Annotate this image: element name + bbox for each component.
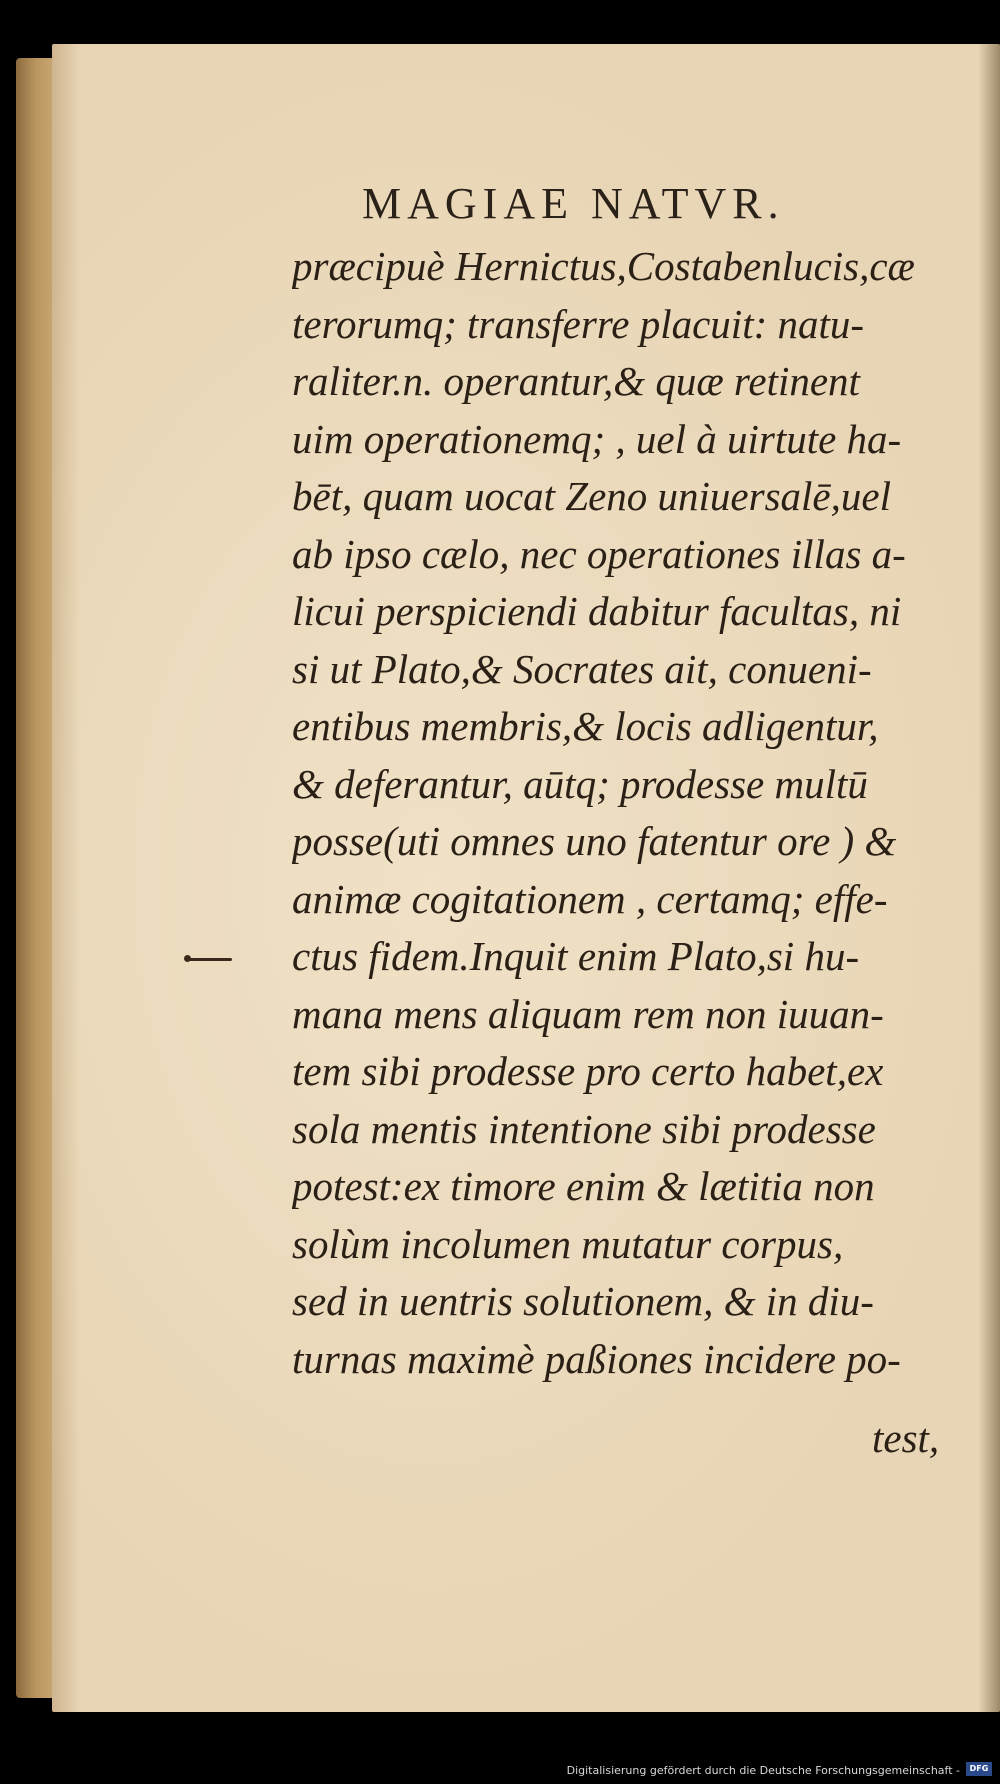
- digitization-credit: Digitalisierung gefördert durch die Deutsche Forschungsgemeinschaft -: [566, 1764, 960, 1777]
- text-block: [292, 238, 962, 1388]
- text-line: raliter.n. operantur,& quæ retinent: [292, 358, 860, 404]
- text-line: si ut Plato,& Socrates ait, conueni-: [292, 645, 872, 692]
- text-line: sola mentis intentione sibi prodesse: [292, 1105, 876, 1152]
- text-line: ctus fidem.Inquit enim Plato,si hu-: [292, 933, 860, 979]
- text-line: entibus membris,& locis adligentur,: [292, 703, 879, 749]
- text-line: potest:ex timore enim & lætitia non: [292, 1163, 875, 1209]
- running-head: MAGIAE NATVR.: [362, 179, 785, 228]
- gutter-shadow: [978, 44, 1000, 1712]
- text-line: animæ cogitationem , certamq; effe-: [292, 875, 888, 922]
- text-line: tem sibi prodesse pro certo habet,ex: [292, 1048, 884, 1094]
- text-line: licui perspiciendi dabitur facultas, ni: [292, 588, 902, 634]
- text-line: turnas maximè paßiones incidere po-: [292, 1335, 901, 1382]
- text-line: ab ipso cælo, nec operationes illas a-: [292, 530, 906, 577]
- text-line: mana mens aliquam rem non iuuan-: [292, 990, 884, 1037]
- text-line: bēt, quam uocat Zeno uniuersalē,uel: [292, 473, 891, 519]
- text-line: solùm incolumen mutatur corpus,: [292, 1220, 844, 1267]
- catchword: test,: [872, 1415, 940, 1461]
- text-line: posse(uti omnes uno fatentur ore ) &: [292, 818, 897, 864]
- text-line: terorumq; transferre placuit: natu-: [292, 300, 865, 347]
- text-line: sed in uentris solutionem, & in diu-: [292, 1278, 874, 1324]
- text-line: & deferantur, aūtq; prodesse multū: [292, 760, 868, 807]
- text-line: uim operationemq; , uel à uirtute ha-: [292, 415, 902, 462]
- margin-pointer-mark: [188, 958, 232, 961]
- dfg-logo: DFG: [966, 1762, 992, 1776]
- text-line: præcipuè Hernictus,Costabenlucis,cæ: [292, 243, 915, 289]
